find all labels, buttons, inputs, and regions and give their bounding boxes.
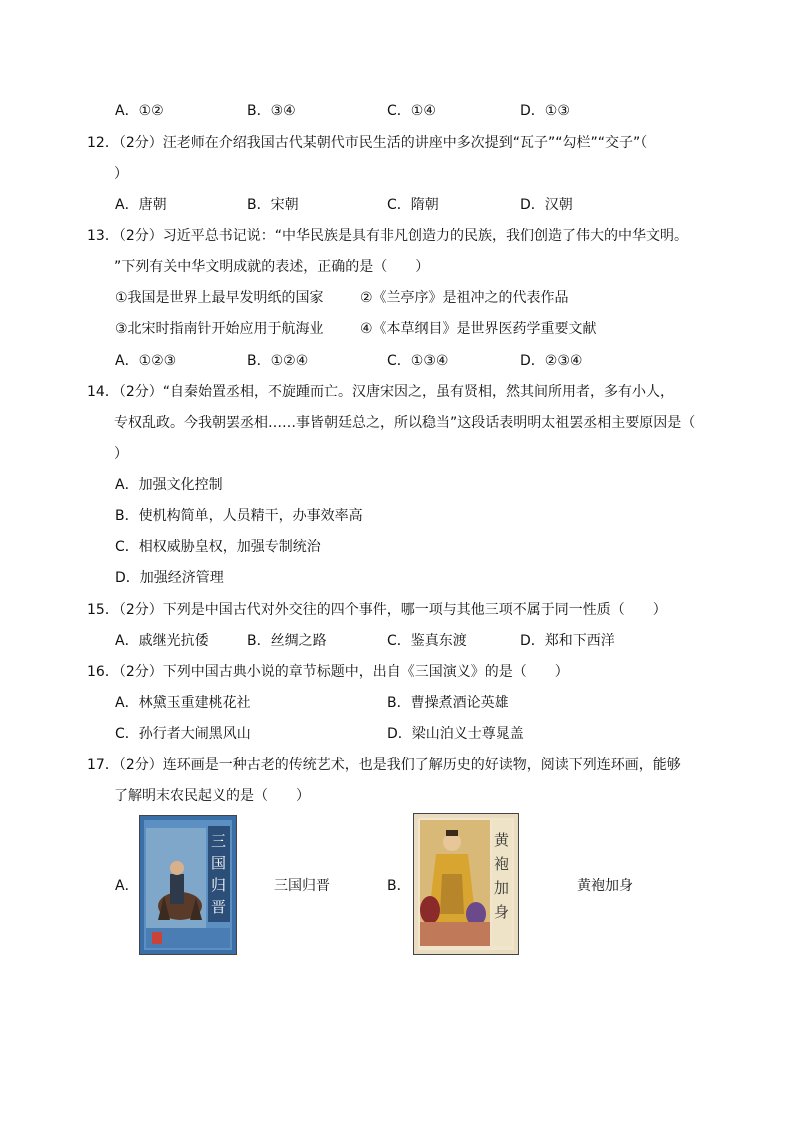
q14-option-a: A．加强文化控制 xyxy=(115,477,223,493)
q11-option-b: B．③④ xyxy=(247,103,296,119)
q12-option-c: C．隋朝 xyxy=(387,197,439,213)
q17-option-a-comic-cover xyxy=(139,815,237,955)
q14-stem-line2: 专权乱政。今我朝罢丞相……事皆朝廷总之，所以稳当”这段话表明明太祖罢丞相主要原因是（ xyxy=(114,415,696,431)
q11-option-c: C．①④ xyxy=(387,103,436,119)
q15-option-d: D．郑和下西洋 xyxy=(520,633,615,649)
q12-stem-line1: 12．（2分）汪老师在介绍我国古代某朝代市民生活的讲座中多次提到“瓦子”“勾栏”“交子”（ xyxy=(87,135,648,151)
q14-option-c: C．相权威胁皇权，加强专制统治 xyxy=(115,539,321,555)
q13-statement-4: ④《本草纲目》是世界医药学重要文献 xyxy=(360,321,597,337)
q12-stem-line2: ） xyxy=(114,166,128,182)
q16-option-c: C．孙行者大闹黑风山 xyxy=(115,726,251,742)
comic-cover-a-title: 三国归晋 xyxy=(211,832,227,916)
q12-option-a: A．唐朝 xyxy=(115,197,167,213)
q13-statement-3: ③北宋时指南针开始应用于航海业 xyxy=(115,321,324,337)
q16-option-a: A．林黛玉重建桃花社 xyxy=(115,695,251,711)
q14-stem-line3: ） xyxy=(114,446,128,462)
q17-option-a-label: A． xyxy=(115,878,139,894)
q13-stem-line1: 13．（2分）习近平总书记说：“中华民族是具有非凡创造力的民族，我们创造了伟大的中华文明。 xyxy=(87,228,688,244)
q12-option-d: D．汉朝 xyxy=(520,197,573,213)
q14-option-b: B．使机构简单，人员精干，办事效率高 xyxy=(115,508,363,524)
q12-option-b: B．宋朝 xyxy=(247,197,299,213)
q15-option-a: A．戚继光抗倭 xyxy=(115,633,209,649)
q15-stem-line1: 15．（2分）下列是中国古代对外交往的四个事件，哪一项与其他三项不属于同一性质（ ） xyxy=(87,602,667,618)
q13-statement-2: ②《兰亭序》是祖冲之的代表作品 xyxy=(360,290,569,306)
q17-option-b-caption: 黄袍加身 xyxy=(577,878,633,894)
q13-option-d: D．②③④ xyxy=(520,353,583,369)
q11-option-d: D．①③ xyxy=(520,103,570,119)
q15-option-b: B．丝绸之路 xyxy=(247,633,327,649)
q14-stem-line1: 14．（2分）“自秦始置丞相，不旋踵而亡。汉唐宋因之，虽有贤相，然其间所用者，多有小人， xyxy=(87,384,674,400)
q17-option-a-caption: 三国归晋 xyxy=(274,878,330,894)
q14-option-d: D．加强经济管理 xyxy=(115,570,224,586)
q13-stem-line2: ”下列有关中华文明成就的表述，正确的是（ ） xyxy=(114,259,430,275)
q17-stem-line2: 了解明末农民起义的是（ ） xyxy=(114,788,310,804)
comic-cover-b-title: 黄袍加身 xyxy=(494,831,510,921)
q13-option-c: C．①③④ xyxy=(387,353,449,369)
q13-option-b: B．①②④ xyxy=(247,353,309,369)
q11-option-a: A．①② xyxy=(115,103,164,119)
q17-option-b-label: B． xyxy=(387,878,411,894)
q17-option-b-comic-cover xyxy=(413,813,519,955)
q17-stem-line1: 17．（2分）连环画是一种古老的传统艺术，也是我们了解历史的好读物，阅读下列连环画，能够 xyxy=(87,757,681,773)
q13-option-a: A．①②③ xyxy=(115,353,177,369)
q15-option-c: C．鉴真东渡 xyxy=(387,633,467,649)
q16-option-b: B．曹操煮酒论英雄 xyxy=(387,695,509,711)
q16-option-d: D．梁山泊义士尊晁盖 xyxy=(387,726,524,742)
q16-stem-line1: 16．（2分）下列中国古典小说的章节标题中，出自《三国演义》的是（ ） xyxy=(87,664,569,680)
q13-statement-1: ①我国是世界上最早发明纸的国家 xyxy=(115,290,324,306)
